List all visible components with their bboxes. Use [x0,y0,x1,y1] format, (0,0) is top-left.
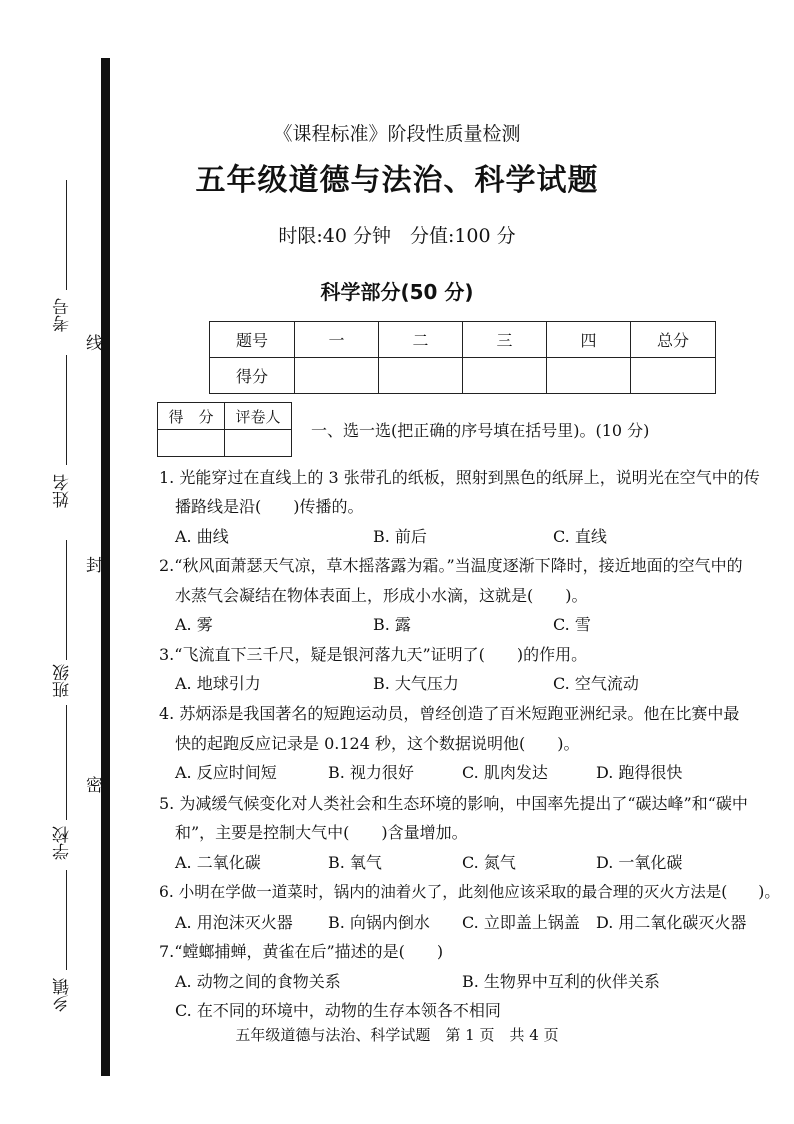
question-2-line-2: 水蒸气会凝结在物体表面上，形成小水滴，这就是( )。 [175,586,588,605]
q3-option-b[interactable]: B. 大气压力 [373,674,459,693]
xuexiao-label: 学校 [53,826,73,860]
exam-title: 五年级道德与法治、科学试题 [195,163,599,198]
q7-option-c[interactable]: C. 在不同的环境中，动物的生存本领各不相同 [175,1001,501,1020]
score-header-cell: 题号 [210,322,295,358]
question-5-line-2: 和”，主要是控制大气中( )含量增加。 [175,823,468,842]
score-cell[interactable] [295,358,379,394]
q5-option-a[interactable]: A. 二氧化碳 [175,853,261,872]
seal-feng: 封 [82,556,102,573]
q4-option-b[interactable]: B. 视力很好 [328,763,414,782]
question-7-line-1: 7.“螳螂捕蝉，黄雀在后”描述的是( ) [159,942,444,961]
q4-option-c[interactable]: C. 肌肉发达 [462,763,548,782]
grader-name-cell[interactable] [225,430,292,457]
score-header-cell: 二 [379,322,463,358]
xiangzhen-label: 乡镇 [53,978,73,1012]
score-cell[interactable] [463,358,547,394]
q5-option-b[interactable]: B. 氧气 [328,853,382,872]
q3-option-c[interactable]: C. 空气流动 [553,674,639,693]
q1-option-a[interactable]: A. 曲线 [175,527,229,546]
time-score: 时限:40 分钟 分值:100 分 [278,225,516,247]
q3-option-a[interactable]: A. 地球引力 [175,674,261,693]
question-4-line-2: 快的起跑反应记录是 0.124 秒，这个数据说明他( )。 [175,734,580,753]
q6-option-d[interactable]: D. 用二氧化碳灭火器 [596,913,747,932]
score-cell[interactable] [547,358,631,394]
grader-score-cell[interactable] [158,430,225,457]
score-header-cell: 四 [547,322,631,358]
section-heading: 一、选一选(把正确的序号填在括号里)。(10 分) [311,421,650,440]
question-1-line-1: 1. 光能穿过在直线上的 3 张带孔的纸板，照射到黑色的纸屏上，说明光在空气中的传 [159,468,760,487]
q2-option-b[interactable]: B. 露 [373,615,411,634]
question-2-line-1: 2.“秋风面萧瑟天气凉，草木摇落露为霜。”当温度逐渐下降时，接近地面的空气中的 [159,556,743,575]
banji-label: 班级 [53,664,73,698]
seal-mi: 密 [82,776,102,793]
seal-xian: 线 [82,334,102,351]
grader-name-label: 评卷人 [225,403,292,430]
question-3-line-1: 3.“飞流直下三千尺，疑是银河落九天”证明了( )的作用。 [159,645,588,664]
q6-option-c[interactable]: C. 立即盖上锅盖 [462,913,580,932]
score-row-label: 得分 [210,358,295,394]
kaohao-label: 考号 [53,298,73,332]
grader-score-label: 得 分 [158,403,225,430]
xingming-label: 姓名 [53,474,73,508]
q2-option-c[interactable]: C. 雪 [553,615,591,634]
q4-option-a[interactable]: A. 反应时间短 [175,763,277,782]
score-cell[interactable] [379,358,463,394]
q2-option-a[interactable]: A. 雾 [175,615,213,634]
score-header-cell: 一 [295,322,379,358]
banji-line [66,540,67,660]
q6-option-a[interactable]: A. 用泡沫灭火器 [175,913,293,932]
q1-option-c[interactable]: C. 直线 [553,527,607,546]
q5-option-c[interactable]: C. 氮气 [462,853,516,872]
exam-subtitle: 《课程标准》阶段性质量检测 [273,123,521,145]
xingming-line [66,355,67,465]
score-cell[interactable] [631,358,716,394]
page-footer: 五年级道德与法治、科学试题 第 1 页 共 4 页 [235,1026,559,1044]
score-header-cell: 三 [463,322,547,358]
q7-option-b[interactable]: B. 生物界中互利的伙伴关系 [462,972,660,991]
xiangzhen-line [66,870,67,970]
q5-option-d[interactable]: D. 一氧化碳 [596,853,683,872]
part-title: 科学部分(50 分) [320,280,474,304]
score-table [209,321,716,394]
question-6-line-1: 6. 小明在学做一道菜时，锅内的油着火了，此刻他应该采取的最合理的灭火方法是( )。 [159,883,780,901]
q4-option-d[interactable]: D. 跑得很快 [596,763,683,782]
q6-option-b[interactable]: B. 向锅内倒水 [328,913,430,932]
question-5-line-1: 5. 为减缓气候变化对人类社会和生态环境的影响，中国率先提出了“碳达峰”和“碳中 [159,794,748,813]
score-header-cell: 总分 [631,322,716,358]
q1-option-b[interactable]: B. 前后 [373,527,427,546]
q7-option-a[interactable]: A. 动物之间的食物关系 [175,972,341,991]
xuexiao-line [66,705,67,820]
grader-table [157,402,292,457]
question-1-line-2: 播路线是沿( )传播的。 [175,497,364,516]
question-4-line-1: 4. 苏炳添是我国著名的短跑运动员，曾经创造了百米短跑亚洲纪录。他在比赛中最 [159,704,740,723]
